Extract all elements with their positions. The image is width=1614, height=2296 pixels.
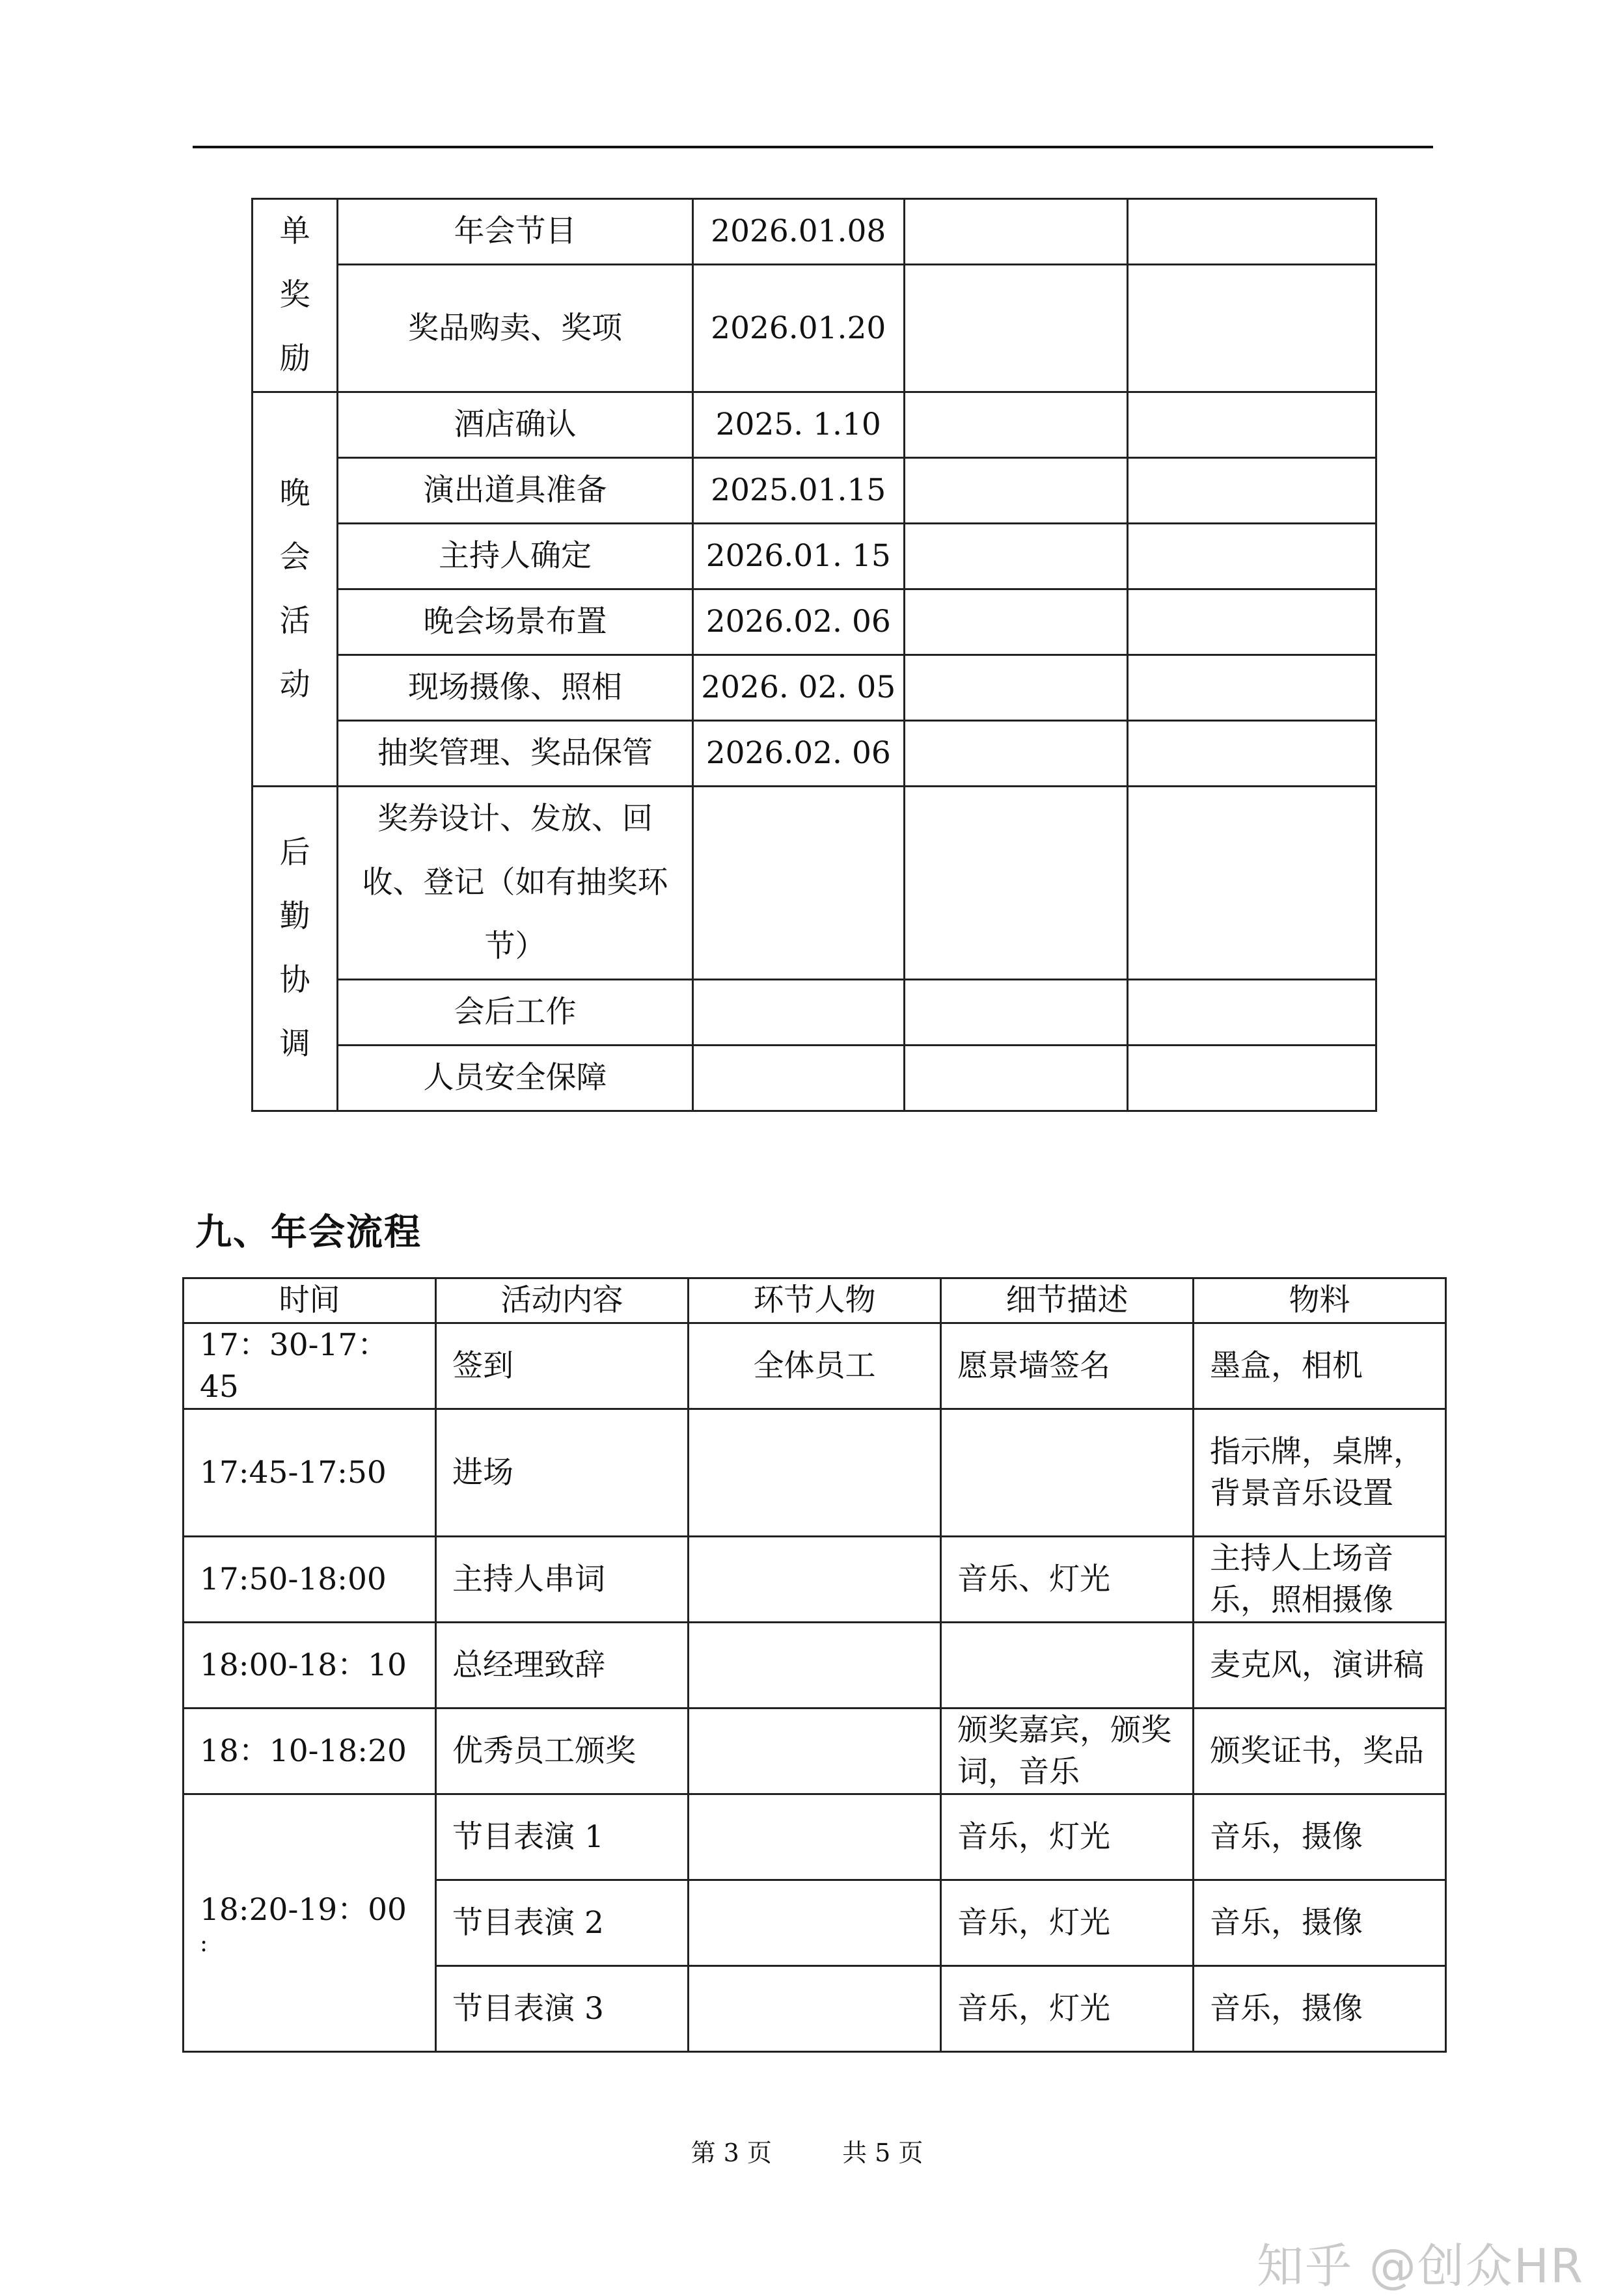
people-cell — [689, 1794, 941, 1880]
date-cell — [692, 980, 904, 1046]
time-cell: 17:45-17:50 — [184, 1409, 436, 1537]
section-title: 九、年会流程 — [195, 1211, 422, 1254]
people-cell — [689, 1409, 941, 1537]
time-cell: 17：30-17：45 — [184, 1323, 436, 1409]
table-row — [253, 655, 1376, 721]
content-cell: 进场 — [436, 1409, 689, 1537]
empty-cell — [904, 458, 1127, 524]
empty-cell — [1128, 1046, 1376, 1111]
task-cell: 酒店确认 — [338, 392, 692, 458]
date-cell: 2026.02. 06 — [692, 589, 904, 655]
table-row — [253, 392, 1376, 458]
time-cell: 17:50-18:00 — [184, 1537, 436, 1623]
empty-cell — [1128, 524, 1376, 589]
materials-cell: 麦克风，演讲稿 — [1194, 1623, 1446, 1708]
table-row — [184, 1794, 1446, 1880]
empty-cell — [1128, 589, 1376, 655]
detail-cell — [941, 1623, 1194, 1708]
flow-table — [182, 1277, 1447, 2053]
materials-cell: 音乐，摄像 — [1194, 1880, 1446, 1966]
page-total: 共 5 页 — [842, 2139, 923, 2167]
task-cell: 奖券设计、发放、回收、登记（如有抽奖环节） — [338, 787, 692, 980]
empty-cell — [1128, 787, 1376, 980]
task-cell: 晚会场景布置 — [338, 589, 692, 655]
detail-cell — [941, 1409, 1194, 1537]
people-cell: 全体员工 — [689, 1323, 941, 1409]
date-cell: 2026.01.20 — [692, 265, 904, 392]
task-cell: 抽奖管理、奖品保管 — [338, 721, 692, 787]
content-cell: 节目表演 3 — [436, 1966, 689, 2052]
content-cell: 节目表演 2 — [436, 1880, 689, 1966]
category-cell: 单 奖 励 — [253, 199, 338, 392]
empty-cell — [904, 199, 1127, 265]
empty-cell — [904, 589, 1127, 655]
empty-cell — [1128, 655, 1376, 721]
empty-cell — [1128, 721, 1376, 787]
detail-cell: 颁奖嘉宾，颁奖词，音乐 — [941, 1708, 1194, 1794]
detail-cell: 愿景墙签名 — [941, 1323, 1194, 1409]
materials-cell: 墨盒，相机 — [1194, 1323, 1446, 1409]
watermark: 知乎 @创众HR — [1256, 2239, 1584, 2293]
empty-cell — [904, 265, 1127, 392]
content-cell: 优秀员工颁奖 — [436, 1708, 689, 1794]
content-cell: 节目表演 1 — [436, 1794, 689, 1880]
task-cell: 主持人确定 — [338, 524, 692, 589]
detail-cell: 音乐、灯光 — [941, 1537, 1194, 1623]
header-rule — [193, 146, 1433, 148]
table-row — [253, 721, 1376, 787]
time-cell: 18:20-19：00 : — [184, 1794, 436, 2052]
empty-cell — [904, 787, 1127, 980]
empty-cell — [1128, 265, 1376, 392]
table-row — [184, 1409, 1446, 1537]
category-cell: 晚 会 活 动 — [253, 392, 338, 787]
empty-cell — [904, 980, 1127, 1046]
date-cell: 2025. 1.10 — [692, 392, 904, 458]
empty-cell — [1128, 199, 1376, 265]
detail-cell: 音乐，灯光 — [941, 1966, 1194, 2052]
empty-cell — [904, 524, 1127, 589]
task-cell: 人员安全保障 — [338, 1046, 692, 1111]
task-cell: 年会节目 — [338, 199, 692, 265]
task-cell: 会后工作 — [338, 980, 692, 1046]
empty-cell — [904, 1046, 1127, 1111]
task-cell: 演出道具准备 — [338, 458, 692, 524]
task-cell: 现场摄像、照相 — [338, 655, 692, 721]
empty-cell — [904, 392, 1127, 458]
people-cell — [689, 1537, 941, 1623]
date-cell — [692, 1046, 904, 1111]
time-cell: 18:00-18：10 — [184, 1623, 436, 1708]
table-header-row — [184, 1278, 1446, 1323]
time-cell: 18：10-18:20 — [184, 1708, 436, 1794]
table-row — [253, 1046, 1376, 1111]
people-cell — [689, 1623, 941, 1708]
table-row — [184, 1708, 1446, 1794]
empty-cell — [1128, 392, 1376, 458]
content-cell: 总经理致辞 — [436, 1623, 689, 1708]
content-cell: 主持人串词 — [436, 1537, 689, 1623]
column-header: 细节描述 — [941, 1278, 1194, 1323]
detail-cell: 音乐，灯光 — [941, 1794, 1194, 1880]
column-header: 物料 — [1194, 1278, 1446, 1323]
date-cell: 2026.02. 06 — [692, 721, 904, 787]
people-cell — [689, 1966, 941, 2052]
materials-cell: 音乐，摄像 — [1194, 1966, 1446, 2052]
materials-cell: 音乐，摄像 — [1194, 1794, 1446, 1880]
materials-cell: 主持人上场音乐，照相摄像 — [1194, 1537, 1446, 1623]
people-cell — [689, 1708, 941, 1794]
table-row — [184, 1623, 1446, 1708]
people-cell — [689, 1880, 941, 1966]
materials-cell: 颁奖证书，奖品 — [1194, 1708, 1446, 1794]
date-cell: 2026.01.08 — [692, 199, 904, 265]
empty-cell — [904, 655, 1127, 721]
table-row — [253, 589, 1376, 655]
materials-cell: 指示牌，桌牌，背景音乐设置 — [1194, 1409, 1446, 1537]
detail-cell: 音乐，灯光 — [941, 1880, 1194, 1966]
column-header: 活动内容 — [436, 1278, 689, 1323]
category-cell: 后 勤 协 调 — [253, 787, 338, 1111]
table-row — [253, 787, 1376, 980]
page-number: 第 3 页 — [691, 2139, 772, 2167]
date-cell: 2026. 02. 05 — [692, 655, 904, 721]
empty-cell — [904, 721, 1127, 787]
table-row — [253, 199, 1376, 265]
table-row — [253, 265, 1376, 392]
table-row — [253, 524, 1376, 589]
table-row — [253, 458, 1376, 524]
empty-cell — [1128, 980, 1376, 1046]
table-row — [184, 1323, 1446, 1409]
date-cell: 2026.01. 15 — [692, 524, 904, 589]
content-cell: 签到 — [436, 1323, 689, 1409]
column-header: 环节人物 — [689, 1278, 941, 1323]
column-header: 时间 — [184, 1278, 436, 1323]
task-cell: 奖品购卖、奖项 — [338, 265, 692, 392]
date-cell — [692, 787, 904, 980]
table-row — [184, 1537, 1446, 1623]
empty-cell — [1128, 458, 1376, 524]
page-footer — [0, 2133, 1614, 2168]
schedule-table — [251, 198, 1377, 1112]
date-cell: 2025.01.15 — [692, 458, 904, 524]
table-row — [253, 980, 1376, 1046]
